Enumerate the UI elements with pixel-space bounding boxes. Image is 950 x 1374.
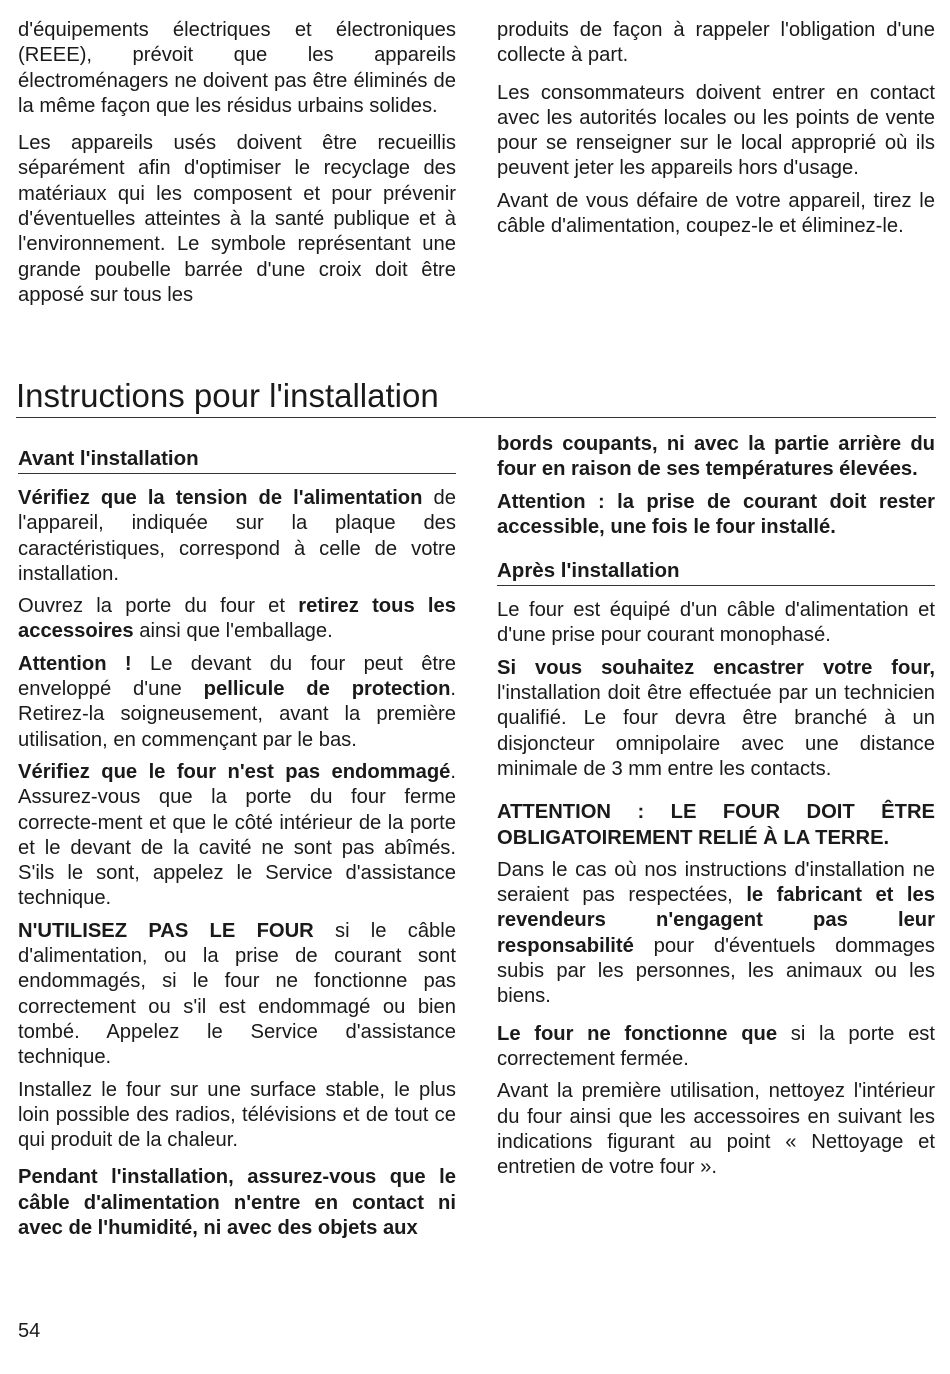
top-left-column bbox=[18, 18, 456, 308]
paragraph-collection-reminder: produits de façon à rappeler l'obligation d'une collecte à part. bbox=[497, 19, 935, 67]
bold-text: Attention : la prise de courant doit rester accessible, une fois le four installé. bbox=[497, 490, 935, 538]
paragraph-built-in bbox=[497, 656, 935, 782]
bold-text: bords coupants, ni avec la partie arrière du four en raison de ses températures élevées. bbox=[497, 433, 935, 481]
subhead-before-installation: Avant l'installation bbox=[18, 446, 456, 474]
paragraph-door-closed bbox=[497, 1022, 935, 1073]
paragraph-liability bbox=[497, 858, 935, 1010]
bold-text: Vérifiez que le four n'est pas endommagé bbox=[18, 760, 451, 783]
paragraph-check-damage bbox=[18, 760, 456, 912]
paragraph-cut-cable: Avant de vous défaire de votre appareil, tirez le câble d'alimentation, coupez-le et éliminez-le. bbox=[497, 189, 935, 238]
paragraph-first-use: Avant la première utilisation, nettoyez l'intérieur du four ainsi que les accessoires en suivant les indications figurant au point « Nettoyage et entretien de votre four ». bbox=[497, 1080, 935, 1179]
paragraph-check-voltage bbox=[18, 486, 456, 587]
paragraph-power-cable: Le four est équipé d'un câble d'alimentation et d'une prise pour courant monophasé. bbox=[497, 599, 935, 647]
bold-text: Vérifiez que la tension de l'alimentation bbox=[18, 487, 423, 509]
paragraph-earthing-warning bbox=[497, 800, 935, 851]
text: si la porte est correctement fermée. bbox=[497, 1022, 935, 1070]
bold-text: Pendant l'installation, assurez-vous que le câble d'alimentation n'entre en contact ni avec de l'humidité, ni avec des objets aux bbox=[18, 1166, 456, 1240]
paragraph-cable-warning bbox=[18, 1165, 456, 1241]
text: . Assurez-vous que la porte du four ferme correcte-ment et que le côté intérieur de la porte et le devant de la cavité ne sont pas abîmés. S'ils le sont, appelez le Service d'assistance technique. bbox=[18, 760, 456, 910]
page-number: 54 bbox=[18, 1320, 41, 1342]
paragraph-do-not-use bbox=[18, 919, 456, 1071]
bold-text: Attention ! bbox=[18, 652, 132, 675]
paragraph-remove-accessories bbox=[18, 594, 456, 645]
text: . Retirez-la soigneusement, avant la première utilisation, en commençant par le bas. bbox=[18, 678, 457, 751]
paragraph-stable-surface: Installez le four sur une surface stable, le plus loin possible des radios, télévisions et de tout ce qui produit de la chaleur. bbox=[18, 1078, 456, 1152]
right-column bbox=[497, 432, 935, 1180]
text: pour d'éventuels dommages subis par les personnes, les animaux ou les biens. bbox=[497, 934, 935, 1008]
bold-text: Si vous souhaitez encastrer votre four, bbox=[497, 656, 935, 679]
left-column bbox=[18, 446, 456, 1241]
paragraph-separate-collection: Les appareils usés doivent être recueillis séparément afin d'optimiser le recyclage des matériaux qui les composent et pour prévenir d'éventuelles atteintes à la santé publique et à l'environnement. Le symbole représentant une grande poubelle barrée d'une croix doit être apposé sur tous les bbox=[18, 132, 456, 306]
text: Le devant du four peut être enveloppé d'une bbox=[18, 652, 456, 701]
paragraph-protective-film bbox=[18, 652, 456, 753]
bold-text: ATTENTION : LE FOUR DOIT ÊTRE OBLIGATOIREMENT RELIÉ À LA TERRE. bbox=[497, 801, 935, 849]
text: Dans le cas où nos instructions d'installation ne seraient pas respectées, bbox=[497, 858, 935, 907]
text: si le câble d'alimentation, ou la prise de courant sont endommagés, si le four ne fonctionne pas correctement ou s'il est endommagé ou bien tombé. Appelez le Service d'assistance technique. bbox=[18, 919, 456, 1069]
text: l'installation doit être effectuée par un technicien qualifié. Le four devra être branché à un disjoncteur omnipolaire avec une distance minimale de 3 mm entre les contacts. bbox=[497, 682, 935, 780]
paragraph-socket-accessible bbox=[497, 490, 935, 541]
paragraph-weee-intro: d'équipements électriques et électroniques (REEE), prévoit que les appareils électroménagers ne doivent pas être éliminés de la même façon que les résidus urbains solides. bbox=[18, 19, 456, 117]
bold-text: le fabricant et les revendeurs n'engagent pas leur responsabilité bbox=[497, 884, 935, 957]
bold-text: pellicule de protection bbox=[203, 678, 451, 701]
text: de l'appareil, indiquée sur la plaque des caractéristiques, correspond à celle de votre installation. bbox=[18, 487, 456, 585]
bold-text: retirez tous les accessoires bbox=[18, 595, 456, 643]
top-right-column bbox=[497, 18, 935, 239]
bold-text: N'UTILISEZ PAS LE FOUR bbox=[18, 919, 314, 942]
paragraph-sharp-edges bbox=[497, 432, 935, 483]
text: ainsi que l'emballage. bbox=[133, 620, 333, 643]
subhead-after-installation: Après l'installation bbox=[497, 558, 935, 586]
paragraph-contact-authorities: Les consommateurs doivent entrer en contact avec les autorités locales ou les points de vente pour se renseigner sur le local approprié où ils peuvent jeter les appareils hors d'usage. bbox=[497, 81, 935, 180]
section-title: Instructions pour l'installation bbox=[16, 376, 936, 418]
bold-text: Le four ne fonctionne que bbox=[497, 1022, 778, 1045]
text: Ouvrez la porte du four et bbox=[18, 595, 299, 618]
